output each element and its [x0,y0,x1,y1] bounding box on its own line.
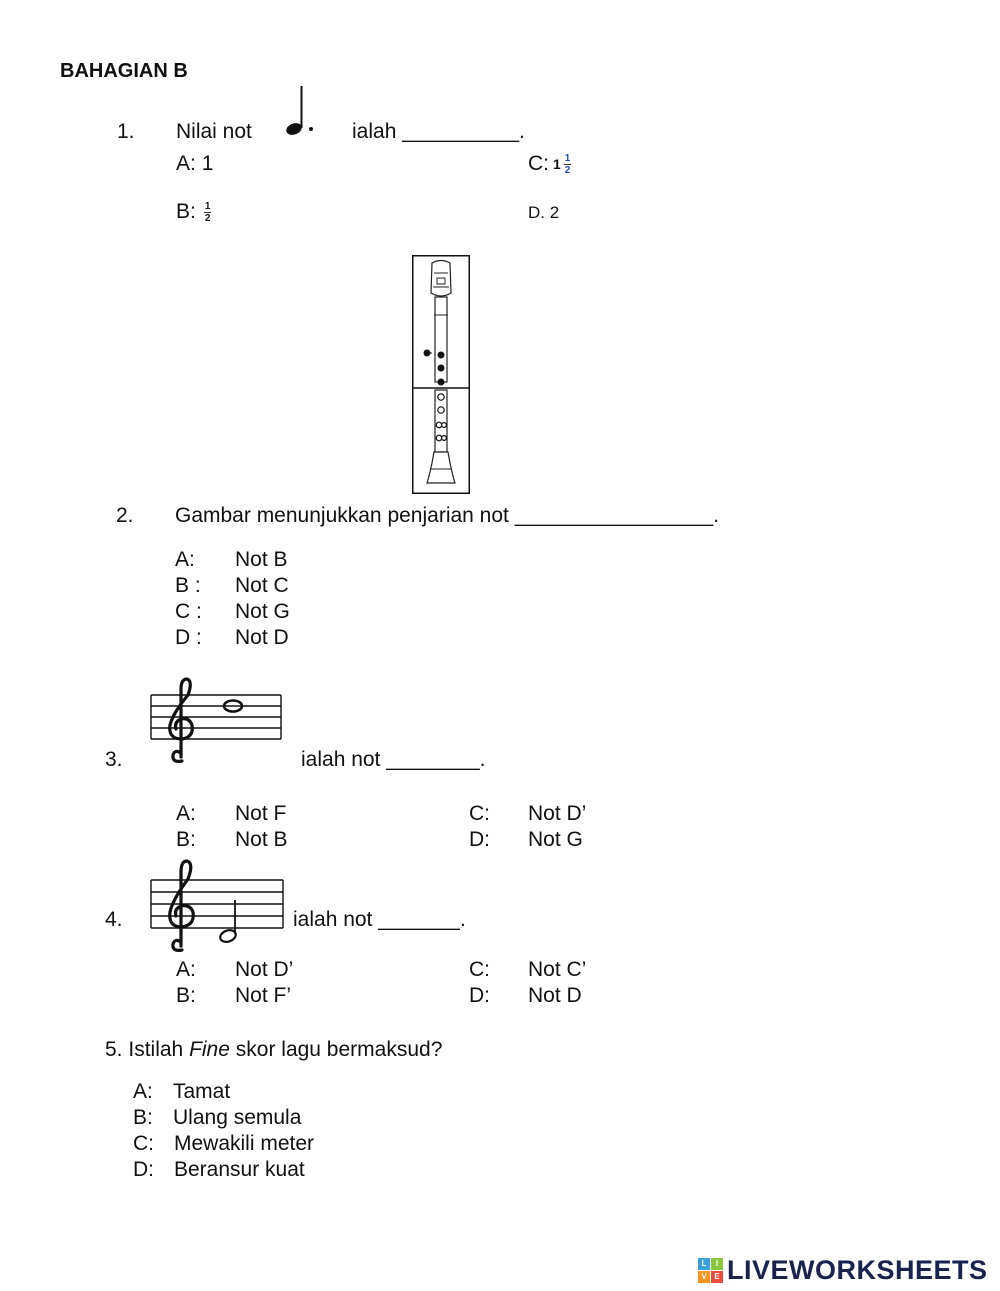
q5-option-c-text: Mewakili meter [174,1132,315,1155]
q1-stem-b: ialah __________. [352,120,525,143]
q2-option-d-text: Not D [235,626,289,649]
q5-option-a-label: A: [133,1080,153,1103]
q5-option-b-label: B: [133,1106,153,1129]
q5-option-a[interactable] [133,1080,230,1104]
q1-option-c-numerator: 1 [564,152,571,164]
q4-option-c-label: C: [469,958,490,981]
q1-option-c-label: C: [528,152,549,175]
q2-option-c-text: Not G [235,600,290,623]
q3-option-a-label: A: [176,802,196,825]
q3-number: 3. [105,748,123,771]
q1-option-b-fraction [204,201,212,224]
q3-stem: ialah not ________. [301,748,486,771]
q3-option-c-text: Not D’ [528,802,587,825]
q5-option-d-text: Beransur kuat [174,1158,305,1181]
q1-option-c[interactable] [528,152,571,176]
q5-stem-italic: Fine [189,1038,230,1061]
q2-option-c-label: C : [175,600,202,623]
q4-option-c[interactable] [469,958,586,982]
q1-option-d[interactable]: D. 2 [528,203,560,222]
q3-option-c-label: C: [469,802,490,825]
q2-option-b-text: Not C [235,574,289,597]
q4-option-b[interactable] [176,984,291,1008]
q2-option-b-label: B : [175,574,201,597]
q2-option-c[interactable] [175,600,290,624]
liveworksheets-logo[interactable] [698,1255,988,1286]
liveworksheets-grid-icon [698,1258,723,1283]
logo-cell-e: E [711,1271,723,1283]
q5-option-c-label: C: [133,1132,154,1155]
q3-option-d[interactable] [469,828,583,852]
q4-option-d[interactable] [469,984,582,1008]
q5-option-c[interactable] [133,1132,314,1156]
q3-option-d-label: D: [469,828,490,851]
q4-option-b-text: Not F’ [235,984,292,1007]
q2-stem: Gambar menunjukkan penjarian not _________________. [175,504,720,527]
q4-option-b-label: B: [176,984,196,1007]
q1-number: 1. [117,120,135,143]
q2-option-d-label: D : [175,626,202,649]
logo-cell-l: L [698,1258,710,1270]
q5-stem-before: Istilah [128,1038,184,1061]
q3-option-b[interactable] [176,828,288,852]
q4-option-d-text: Not D [528,984,582,1007]
q1-option-c-denominator: 2 [564,164,571,176]
q1-option-a-text: 1 [201,152,214,175]
q5-stem-after: skor lagu bermaksud? [235,1038,443,1061]
q2-option-a-label: A: [175,548,195,571]
q1-stem-a: Nilai not [176,120,252,143]
q2-option-d[interactable] [175,626,289,650]
q5-question [105,1038,442,1062]
q5-option-d-label: D: [133,1158,154,1181]
q2-number: 2. [116,504,134,527]
q4-option-c-text: Not C’ [528,958,587,981]
q4-stem: ialah not _______. [293,908,466,931]
q2-option-b[interactable] [175,574,289,598]
q4-option-d-label: D: [469,984,490,1007]
q4-option-a[interactable] [176,958,293,982]
q1-option-b-numerator: 1 [204,200,211,212]
q4-option-a-text: Not D’ [235,958,294,981]
q3-option-a-text: Not F [235,802,287,825]
logo-cell-v: V [698,1271,710,1283]
q1-option-a[interactable] [176,152,213,176]
q4-staff-half-note-icon [148,858,286,956]
q3-option-c[interactable] [469,802,586,826]
q3-option-b-text: Not B [235,828,288,851]
q2-option-a-text: Not B [235,548,288,571]
q3-option-d-text: Not G [528,828,583,851]
q5-option-d[interactable] [133,1158,305,1182]
q3-option-b-label: B: [176,828,196,851]
q1-option-b[interactable] [176,200,211,224]
q1-option-c-whole: 1 [553,156,561,172]
q1-option-c-fraction [564,153,572,176]
section-title: BAHAGIAN B [60,60,188,82]
q5-option-b-text: Ulang semula [173,1106,302,1129]
q4-number: 4. [105,908,123,931]
q1-option-b-label: B: [176,200,196,223]
dotted-crotchet-note-icon [283,84,319,138]
q5-option-b[interactable] [133,1106,301,1130]
q5-number: 5. [105,1038,123,1061]
q4-option-a-label: A: [176,958,196,981]
q2-option-a[interactable] [175,548,288,572]
liveworksheets-wordmark: LIVEWORKSHEETS [727,1255,988,1285]
q3-staff-whole-note-icon [148,675,284,769]
logo-cell-i: I [711,1258,723,1270]
q5-option-a-text: Tamat [173,1080,231,1103]
recorder-fingering-image [412,255,470,494]
q3-option-a[interactable] [176,802,286,826]
q1-option-b-denominator: 2 [204,212,211,224]
q1-option-a-label: A: [176,152,196,175]
